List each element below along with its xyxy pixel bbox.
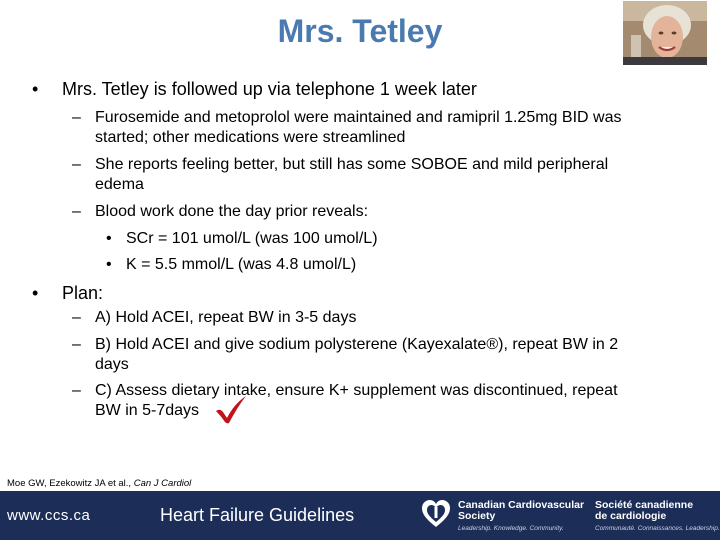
ccs-heart-logo-icon <box>420 498 452 530</box>
bullet-text: Mrs. Tetley is followed up via telephone 1 week later <box>62 79 477 99</box>
sub-item-line: C) Assess dietary intake, ensure K+ supplement was discontinued, repeat <box>95 382 618 399</box>
bullet-glyph: • <box>106 256 112 273</box>
slide-title: Mrs. Tetley <box>277 13 443 49</box>
org-name-english <box>458 500 588 522</box>
sub-item-line: started; other medications were streamlined <box>95 128 406 146</box>
org-tagline-french: Communauté. Connaissances. Leadership. <box>595 525 720 532</box>
sub-item-line: Blood work done the day prior reveals: <box>95 203 369 220</box>
lab-item-text: K = 5.5 mmol/L (was 4.8 umol/L) <box>126 256 357 273</box>
reference-authors: Moe GW, Ezekowitz JA et al., <box>7 478 134 489</box>
dash-glyph: – <box>72 309 81 326</box>
sub-item-line: A) Hold ACEI, repeat BW in 3-5 days <box>95 309 357 326</box>
dash-glyph: – <box>72 109 81 126</box>
website-link[interactable]: www.ccs.ca <box>7 507 91 524</box>
lab-item-text: SCr = 101 umol/L (was 100 umol/L) <box>126 230 378 247</box>
bullet-glyph: • <box>106 230 112 247</box>
sub-item-line: B) Hold ACEI and give sodium polysterene (Kayexalate®), repeat BW in 2 <box>95 336 619 353</box>
dash-glyph: – <box>72 203 81 220</box>
dash-glyph: – <box>72 336 81 353</box>
sub-item-line: Furosemide and metoprolol were maintained and ramipril 1.25mg BID was <box>95 109 622 126</box>
bullet-text: Plan: <box>62 283 104 303</box>
reference-citation <box>7 478 191 489</box>
sub-item-line: BW in 5-7days <box>95 401 200 419</box>
reference-journal: Can J Cardiol <box>133 478 192 489</box>
org-name-french <box>595 500 715 522</box>
dash-glyph: – <box>72 156 81 173</box>
footer-bar <box>0 491 720 540</box>
org-name-line: Canadian Cardiovascular <box>458 499 585 511</box>
org-tagline-english: Leadership. Knowledge. Community. <box>458 525 564 532</box>
footer-guidelines-title: Heart Failure Guidelines <box>160 505 355 525</box>
org-name-line: Society <box>458 510 496 522</box>
sub-item-line: edema <box>95 175 144 193</box>
org-name-line: de cardiologie <box>595 510 667 522</box>
bullet-glyph: • <box>32 79 39 99</box>
patient-photo <box>623 1 707 65</box>
sub-item-line: She reports feeling better, but still has some SOBOE and mild peripheral <box>95 156 609 173</box>
bullet-glyph: • <box>32 283 39 303</box>
sub-item-line: days <box>95 355 129 373</box>
dash-glyph: – <box>72 382 81 399</box>
org-name-line: Société canadienne <box>595 499 694 511</box>
checkmark-icon <box>214 394 248 424</box>
